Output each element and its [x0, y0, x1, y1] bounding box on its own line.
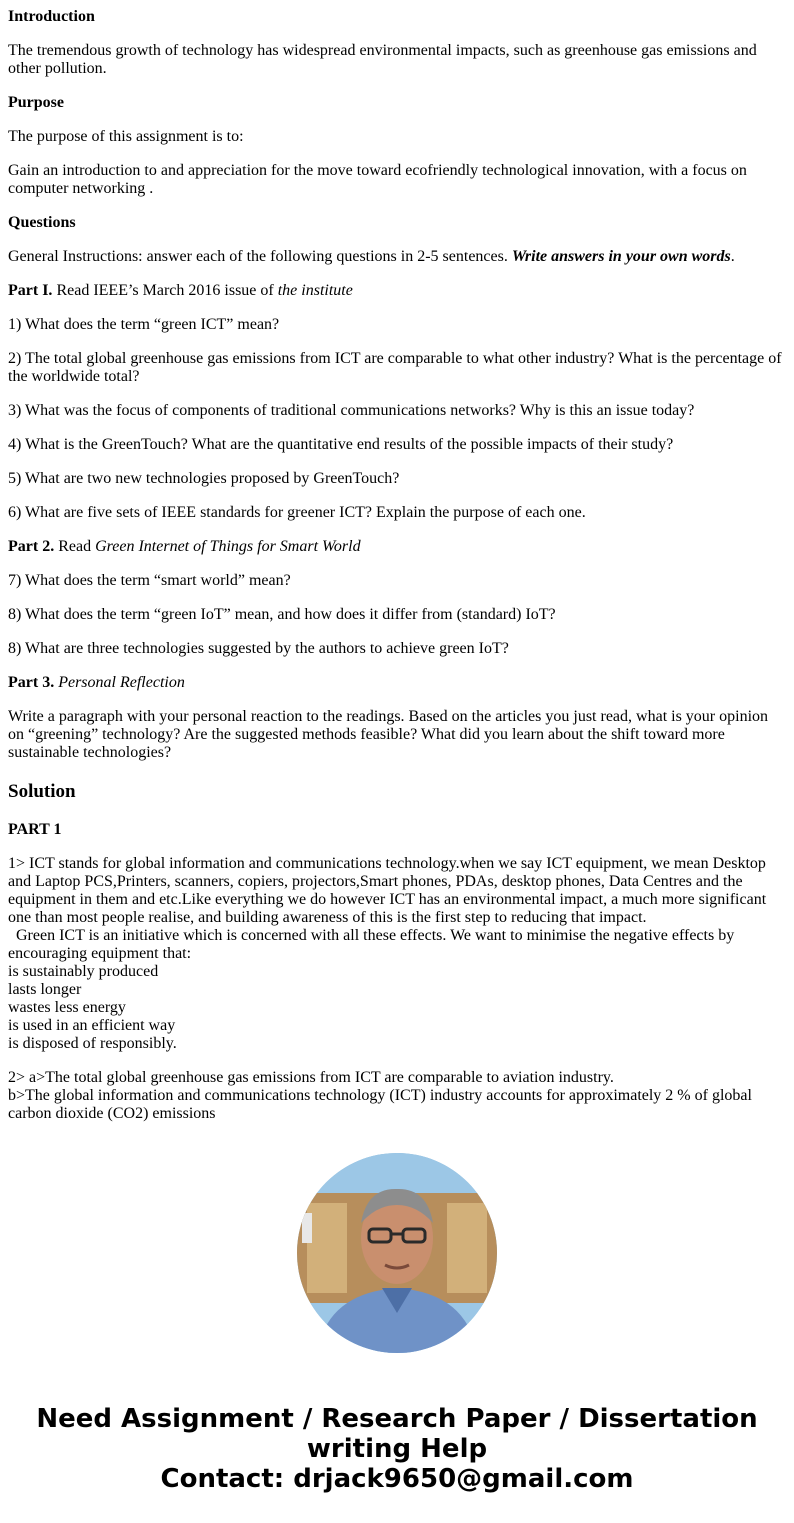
list-item: wastes less energy — [8, 999, 126, 1016]
list-item: is used in an efficient way — [8, 1017, 176, 1034]
list-item: is sustainably produced — [8, 963, 159, 980]
question-8a: 8) What does the term “green IoT” mean, and how does it differ from (standard) IoT? — [8, 606, 556, 623]
answer-2 — [8, 1069, 786, 1123]
question-1: 1) What does the term “green ICT” mean? — [8, 316, 280, 333]
answer-1-green-ict: Green ICT is an initiative which is concerned with all these effects. We want to minimise the negative effects by encouraging equipment that: — [8, 927, 739, 962]
solution-heading: Solution — [8, 781, 76, 802]
instructions-end: . — [730, 248, 735, 265]
footer-line-1: Need Assignment / Research Paper / Dissertation — [36, 1404, 758, 1434]
question-3: 3) What was the focus of components of traditional communications networks? Why is this an issue today? — [8, 402, 695, 419]
part2-read: Read — [54, 538, 96, 555]
list-item: lasts longer — [8, 981, 82, 998]
answer-2a: 2> a>The total global greenhouse gas emissions from ICT are comparable to aviation industry. — [8, 1069, 614, 1086]
purpose-heading: Purpose — [8, 94, 64, 111]
solution-part-heading: PART 1 — [8, 821, 62, 838]
part3-title: Personal Reflection — [58, 674, 185, 691]
questions-heading: Questions — [8, 214, 76, 231]
part1-read: Read IEEE’s March 2016 issue of — [52, 282, 278, 299]
answer-1 — [8, 855, 786, 1053]
part2-source: Green Internet of Things for Smart World — [95, 538, 361, 555]
instructions-emphasis: Write answers in your own words — [511, 248, 731, 265]
question-5: 5) What are two new technologies proposed by GreenTouch? — [8, 470, 400, 487]
question-2: 2) The total global greenhouse gas emissions from ICT are comparable to what other industry? What is the percentage of the worldwide total? — [8, 350, 782, 385]
question-8b: 8) What are three technologies suggested by the authors to achieve green IoT? — [8, 640, 509, 657]
question-6: 6) What are five sets of IEEE standards for greener ICT? Explain the purpose of each one. — [8, 504, 586, 521]
person-portrait-icon — [297, 1153, 497, 1353]
instructions-plain: General Instructions: answer each of the following questions in 2-5 sentences. — [8, 248, 512, 265]
part1-heading — [8, 282, 786, 300]
purpose-text: Gain an introduction to and appreciation for the move toward ecofriendly technological innovation, with a focus on computer networking . — [8, 162, 747, 197]
author-photo — [297, 1153, 497, 1353]
purpose-lead: The purpose of this assignment is to: — [8, 128, 244, 145]
footer-contact: Contact: drjack9650@gmail.com — [160, 1464, 634, 1494]
footer-line-2: writing Help — [306, 1434, 488, 1464]
answer-1-paragraph: 1> ICT stands for global information and communications technology.when we say ICT equipment, we mean Desktop and Laptop PCS,Printers, scanners, copiers, projectors,Smart phones, PDAs, desktop phones, Data Centres and the equipment in them and etc.Like everything we do however ICT has an environmental impact, a much more significant one than most people realise, and building awareness of this is the first step to reducing that impact. — [8, 855, 767, 926]
part1-label: Part I. — [8, 282, 53, 299]
intro-text: The tremendous growth of technology has widespread environmental impacts, such as greenhouse gas emissions and other pollution. — [8, 42, 757, 77]
part3-heading — [8, 674, 786, 692]
part2-label: Part 2. — [8, 538, 55, 555]
part3-label: Part 3. — [8, 674, 55, 691]
part2-heading — [8, 538, 786, 556]
list-item: is disposed of responsibly. — [8, 1035, 177, 1052]
general-instructions — [8, 248, 786, 266]
part3-text: Write a paragraph with your personal reaction to the readings. Based on the articles you just read, what is your opinion on “greening” technology? Are the suggested methods feasible? What did you learn about the shift toward more sustainable technologies? — [8, 708, 769, 761]
question-7: 7) What does the term “smart world” mean? — [8, 572, 291, 589]
intro-heading: Introduction — [8, 8, 95, 25]
question-4: 4) What is the GreenTouch? What are the quantitative end results of the possible impacts of their study? — [8, 436, 674, 453]
answer-2b: b>The global information and communications technology (ICT) industry accounts for approximately 2 % of global carbon dioxide (CO2) emissions — [8, 1087, 752, 1122]
part1-source: the institute — [277, 282, 353, 299]
footer-banner — [0, 1404, 794, 1494]
